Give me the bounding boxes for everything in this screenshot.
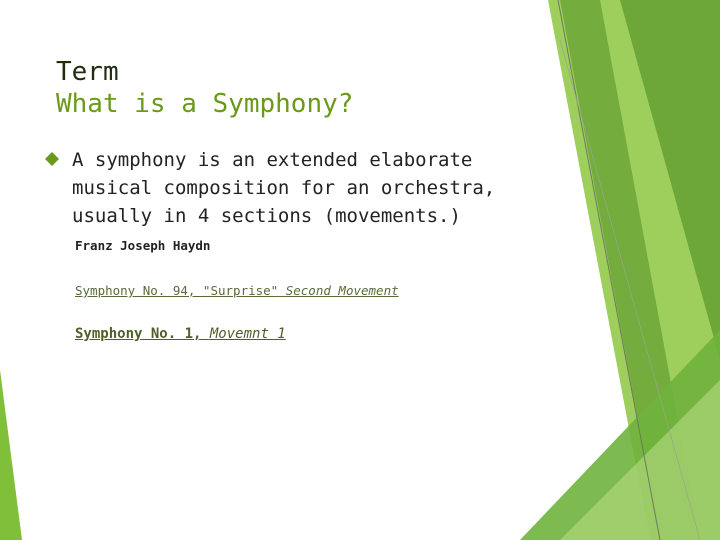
surprise-symphony-link[interactable]	[75, 283, 399, 298]
page-title	[56, 56, 353, 120]
title-term: Term	[56, 57, 119, 87]
left-corner-band	[0, 370, 22, 540]
link1-movement: Second Movement	[285, 283, 399, 298]
definition-text: A symphony is an extended elaborate musical composition for an orchestra, usually in 4 sections (movements.)	[72, 149, 496, 227]
link1-work: Symphony No. 94, "Surprise"	[75, 283, 279, 298]
link2-work: Symphony No. 1,	[75, 326, 202, 342]
diamond-bullet-icon	[44, 151, 60, 167]
link2-movement: Movemnt 1	[209, 326, 286, 342]
symphony-no1-link[interactable]	[75, 326, 286, 342]
title-question: What is a Symphony?	[56, 89, 354, 119]
composer-name: Franz Joseph Haydn	[75, 238, 211, 253]
